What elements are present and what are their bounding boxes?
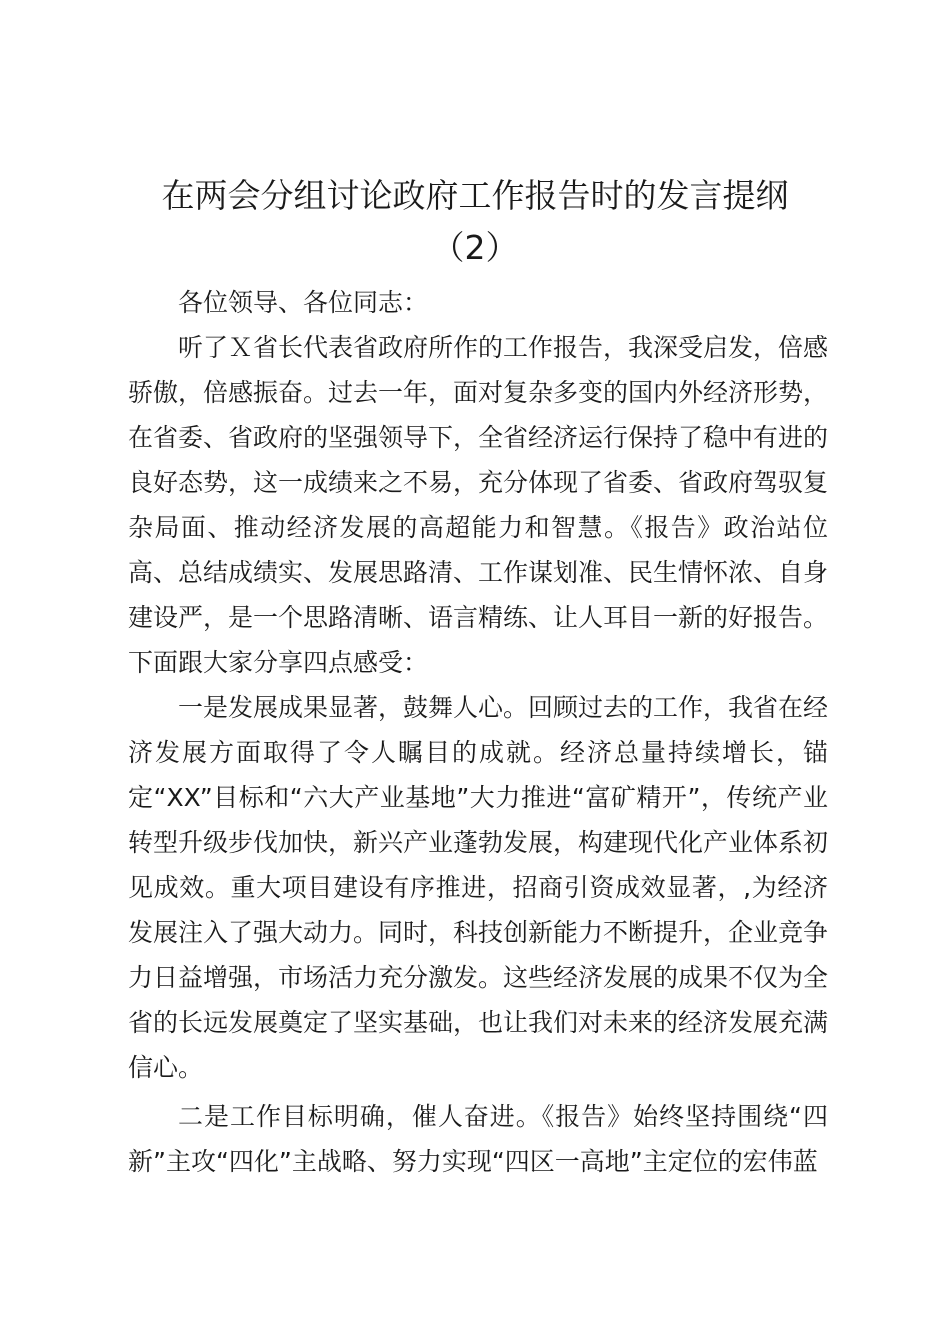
paragraph-point-two: 二是工作目标明确，催人奋进。《报告》始终坚持围绕“四新”主攻“四化”主战略、努力实现“四区一高地”主定位的宏伟蓝 bbox=[128, 1102, 828, 1176]
document-body bbox=[128, 280, 828, 1184]
salutation: 各位领导、各位同志： bbox=[178, 288, 429, 317]
paragraph-point-one: 一是发展成果显著，鼓舞人心。回顾过去的工作，我省在经济发展方面取得了令人瞩目的成就。经济总量持续增长，锚定“XX”目标和“六大产业基地”大力推进“富矿精开”，传统产业转型升级步伐加快，新兴产业蓬勃发展，构建现代化产业体系初见成效。重大项目建设有序推进，招商引资成效显著，,为经济发展注入了强大动力。同时，科技创新能力不断提升，企业竞争力日益增强，市场活力充分激发。这些经济发展的成果不仅为全省的长远发展奠定了坚实基础，也让我们对未来的经济发展充满信心。 bbox=[128, 693, 829, 1082]
paragraph-intro: 听了Ｘ省长代表省政府所作的工作报告，我深受启发，倍感骄傲，倍感振奋。过去一年，面对复杂多变的国内外经济形势，在省委、省政府的坚强领导下，全省经济运行保持了稳中有进的良好态势，这一成绩来之不易，充分体现了省委、省政府驾驭复杂局面、推动经济发展的高超能力和智慧。《报告》政治站位高、总结成绩实、发展思路清、工作谋划准、民生情怀浓、自身建设严，是一个思路清晰、语言精练、让人耳目一新的好报告。下面跟大家分享四点感受： bbox=[128, 333, 829, 677]
document-title: 在两会分组讨论政府工作报告时的发言提纲 bbox=[161, 176, 789, 215]
document-title-number: （2） bbox=[431, 228, 519, 267]
